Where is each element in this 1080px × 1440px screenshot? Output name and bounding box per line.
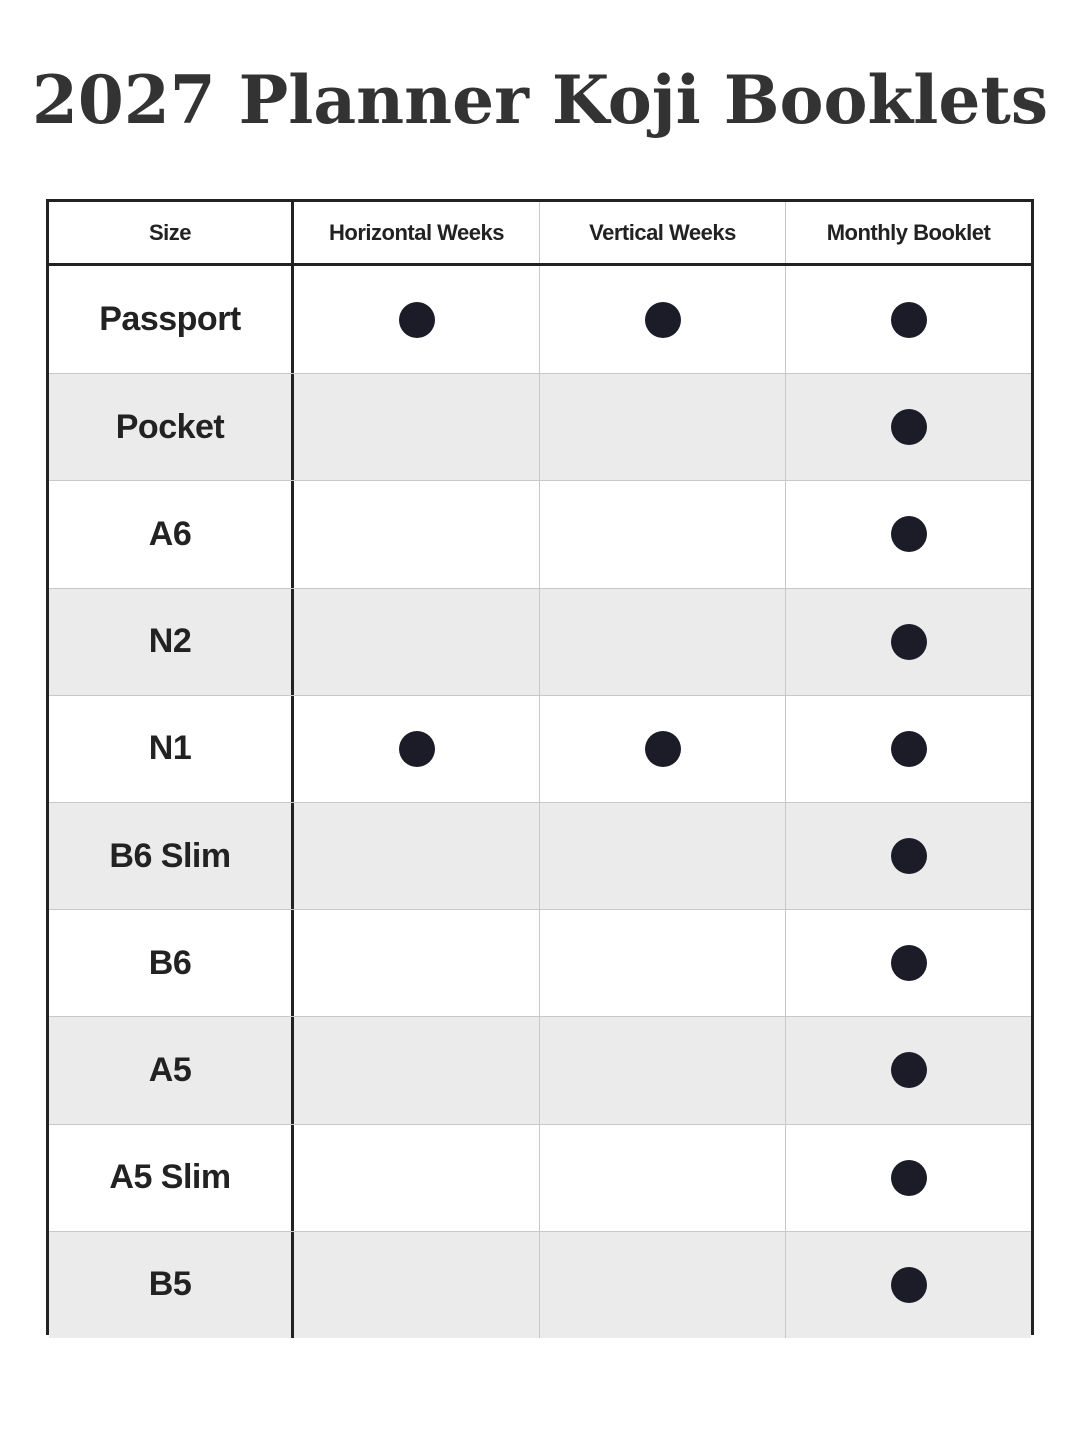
- cell-monthly-booklet: [785, 481, 1031, 587]
- table-row: [49, 480, 1031, 587]
- column-header-monthly-booklet: Monthly Booklet: [785, 202, 1031, 263]
- column-header-size: Size: [49, 202, 294, 263]
- filled-circle-icon: [891, 1052, 927, 1088]
- cell-horizontal-weeks: [294, 589, 539, 695]
- table-header-row: [49, 202, 1031, 266]
- filled-circle-icon: [891, 945, 927, 981]
- cell-vertical-weeks: [539, 374, 785, 480]
- filled-circle-icon: [399, 302, 435, 338]
- cell-vertical-weeks: [539, 1232, 785, 1338]
- cell-monthly-booklet: [785, 696, 1031, 802]
- cell-horizontal-weeks: [294, 910, 539, 1016]
- size-label: B6: [49, 910, 294, 1016]
- table-row: [49, 1016, 1031, 1123]
- page-title: 2027 Planner Koji Booklets: [32, 61, 1048, 139]
- cell-horizontal-weeks: [294, 266, 539, 373]
- size-label: B5: [49, 1232, 294, 1338]
- cell-monthly-booklet: [785, 374, 1031, 480]
- filled-circle-icon: [891, 516, 927, 552]
- cell-monthly-booklet: [785, 1125, 1031, 1231]
- cell-vertical-weeks: [539, 1017, 785, 1123]
- size-label: Passport: [49, 266, 294, 373]
- cell-horizontal-weeks: [294, 1017, 539, 1123]
- table-row: [49, 909, 1031, 1016]
- size-label: N1: [49, 696, 294, 802]
- cell-monthly-booklet: [785, 1232, 1031, 1338]
- availability-table: [46, 199, 1034, 1335]
- column-header-horizontal-weeks: Horizontal Weeks: [329, 219, 504, 245]
- cell-vertical-weeks: [539, 803, 785, 909]
- filled-circle-icon: [891, 1160, 927, 1196]
- table-row: [49, 1124, 1031, 1231]
- cell-vertical-weeks: [539, 1125, 785, 1231]
- table-row: [49, 588, 1031, 695]
- size-label: B6 Slim: [49, 803, 294, 909]
- filled-circle-icon: [891, 302, 927, 338]
- size-label: Pocket: [49, 374, 294, 480]
- filled-circle-icon: [891, 1267, 927, 1303]
- size-label: A5: [49, 1017, 294, 1123]
- cell-vertical-weeks: [539, 266, 785, 373]
- filled-circle-icon: [645, 302, 681, 338]
- cell-horizontal-weeks: [294, 803, 539, 909]
- table-row: [49, 802, 1031, 909]
- size-label: N2: [49, 589, 294, 695]
- filled-circle-icon: [891, 731, 927, 767]
- table-row: [49, 1231, 1031, 1338]
- cell-vertical-weeks: [539, 589, 785, 695]
- cell-monthly-booklet: [785, 589, 1031, 695]
- cell-monthly-booklet: [785, 1017, 1031, 1123]
- table-row: [49, 373, 1031, 480]
- filled-circle-icon: [399, 731, 435, 767]
- filled-circle-icon: [891, 409, 927, 445]
- cell-horizontal-weeks: [294, 1125, 539, 1231]
- cell-horizontal-weeks: [294, 696, 539, 802]
- filled-circle-icon: [891, 624, 927, 660]
- table-row: [49, 266, 1031, 373]
- cell-horizontal-weeks: [294, 1232, 539, 1338]
- size-label: A5 Slim: [49, 1125, 294, 1231]
- column-header-vertical-weeks: Vertical Weeks: [539, 202, 785, 263]
- cell-monthly-booklet: [785, 910, 1031, 1016]
- cell-vertical-weeks: [539, 696, 785, 802]
- cell-monthly-booklet: [785, 266, 1031, 373]
- cell-horizontal-weeks: [294, 481, 539, 587]
- cell-horizontal-weeks: [294, 374, 539, 480]
- cell-monthly-booklet: [785, 803, 1031, 909]
- filled-circle-icon: [891, 838, 927, 874]
- table-row: [49, 695, 1031, 802]
- filled-circle-icon: [645, 731, 681, 767]
- cell-vertical-weeks: [539, 910, 785, 1016]
- cell-vertical-weeks: [539, 481, 785, 587]
- size-label: A6: [49, 481, 294, 587]
